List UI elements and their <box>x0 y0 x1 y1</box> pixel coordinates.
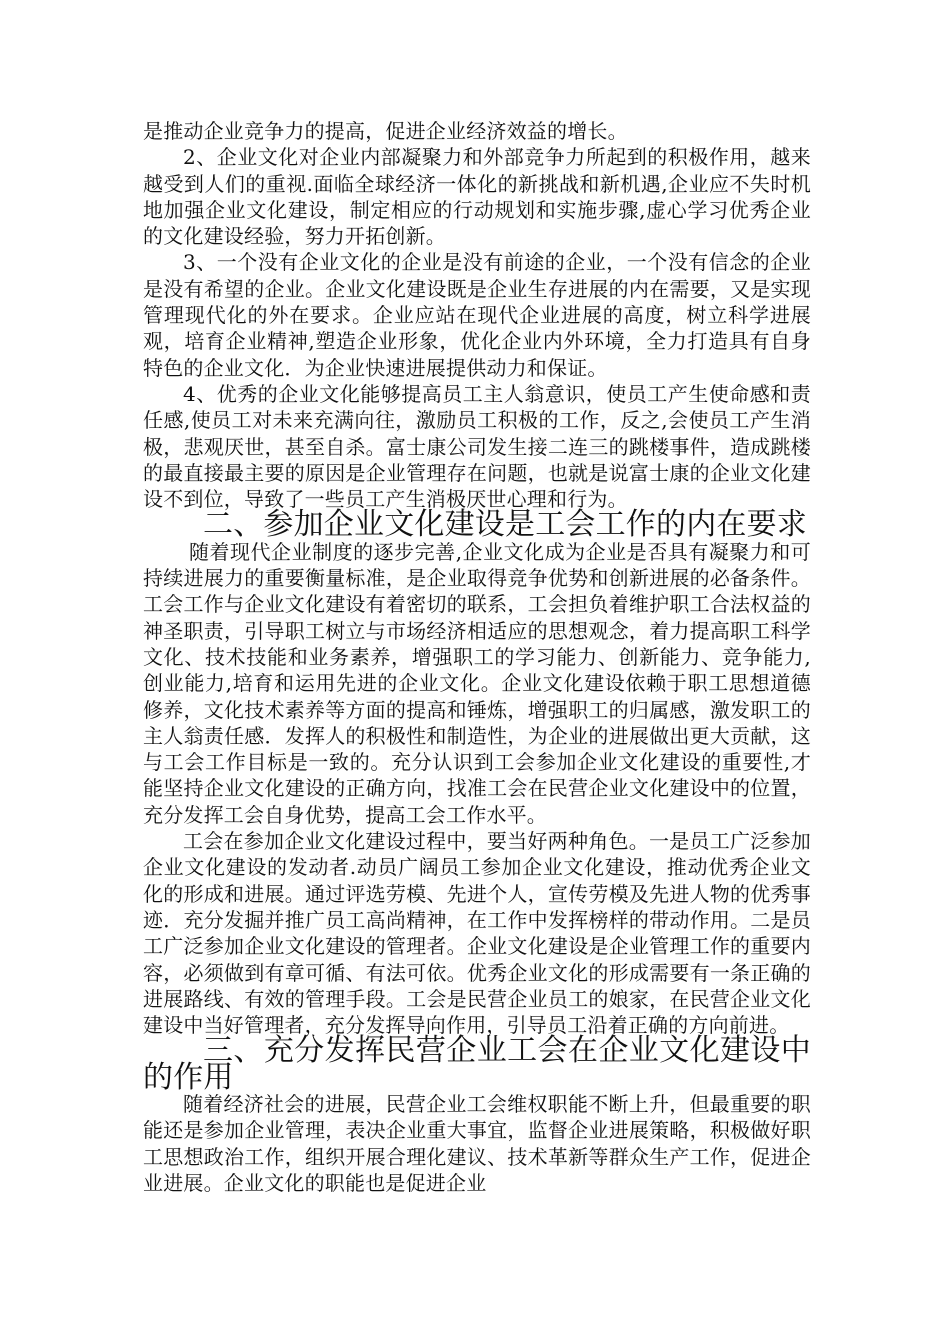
paragraph-union-roles: 工会在参加企业文化建设过程中，要当好两种角色。一是员工广泛参加企业文化建设的发动者.动员广阔员工参加企业文化建设，推动优秀企业文化的形成和进展。通过评选劳模、先进个人，宣传劳模及先进人物的优秀事迹．充分发掘并推广员工高尚精神，在工作中发挥榜样的带动作用。二是员工广泛参加企业文化建设的管理者。企业文化建设是企业管理工作的重要内容，必须做到有章可循、有法可依。优秀企业文化的形成需要有一条正确的进展路线、有效的管理手段。工会是民营企业员工的娘家，在民营企业文化建设中当好管理者，充分发挥导向作用，引导员工沿着正确的方向前进。 <box>143 829 811 1038</box>
paragraph-continuation: 是推动企业竞争力的提高，促进企业经济效益的增长。 <box>143 119 628 143</box>
paragraph-section-2-body: 随着现代企业制度的逐步完善,企业文化成为企业是否具有凝聚力和可持续进展力的重要衡量标准，是企业取得竞争优势和创新进展的必备条件。工会工作与企业文化建设有着密切的联系，工会担负着维护职工合法权益的神圣职责，引导职工树立与市场经济相适应的思想观念，着力提高职工科学文化、技术技能和业务素养，增强职工的学习能力、创新能力、竞争能力,创业能力,培育和运用先进的企业文化。企业文化建设依赖于职工思想道德修养，文化技术素养等方面的提高和锤炼，增强职工的归属感，激发职工的主人翁责任感．发挥人的积极性和制造性，为企业的进展做出更大贡献，这与工会工作目标是一致的。充分认识到工会参加企业文化建设的重要性,才能坚持企业文化建设的正确方向，找准工会在民营企业文化建设中的位置，充分发挥工会自身优势，提高工会工作水平。 <box>143 539 811 827</box>
paragraph-point-2: 2、企业文化对企业内部凝聚力和外部竞争力所起到的积极作用，越来越受到人们的重视.面临全球经济一体化的新挑战和新机遇,企业应不失时机地加强企业文化建设，制定相应的行动规划和实施步骤,虚心学习优秀企业的文化建设经验，努力开拓创新。 <box>143 145 811 249</box>
paragraph-point-3: 3、一个没有企业文化的企业是没有前途的企业，一个没有信念的企业是没有希望的企业。企业文化建设既是企业生存进展的内在需要，又是实现管理现代化的外在要求。企业应站在现代企业进展的高度，树立科学进展观，培育企业精神,塑造企业形象，优化企业内外环境，全力打造具有自身特色的企业文化．为企业快速进展提供动力和保证。 <box>143 250 811 380</box>
section-heading-2: 二、参加企业文化建设是工会工作的内在要求 <box>203 507 807 543</box>
section-heading-3: 三、充分发挥民营企业工会在企业文化建设中的作用 <box>143 1033 811 1095</box>
paragraph-section-3-body: 随着经济社会的进展，民营企业工会维权职能不断上升，但最重要的职能还是参加企业管理，表决企业重大事宜，监督企业进展策略，积极做好职工思想政治工作，组织开展合理化建议、技术革新等群众生产工作，促进企业进展。企业文化的职能也是促进企业 <box>143 1091 811 1195</box>
document-page <box>143 118 811 1196</box>
paragraph-point-4: 4、优秀的企业文化能够提高员工主人翁意识，使员工产生使命感和责任感,使员工对未来充满向往，激励员工积极的工作，反之,会使员工产生消极，悲观厌世，甚至自杀。富士康公司发生接二连三的跳楼事件，造成跳楼的最直接最主要的原因是企业管理存在问题，也就是说富士康的企业文化建设不到位，导致了一些员工产生消极厌世心理和行为。 <box>143 381 811 512</box>
